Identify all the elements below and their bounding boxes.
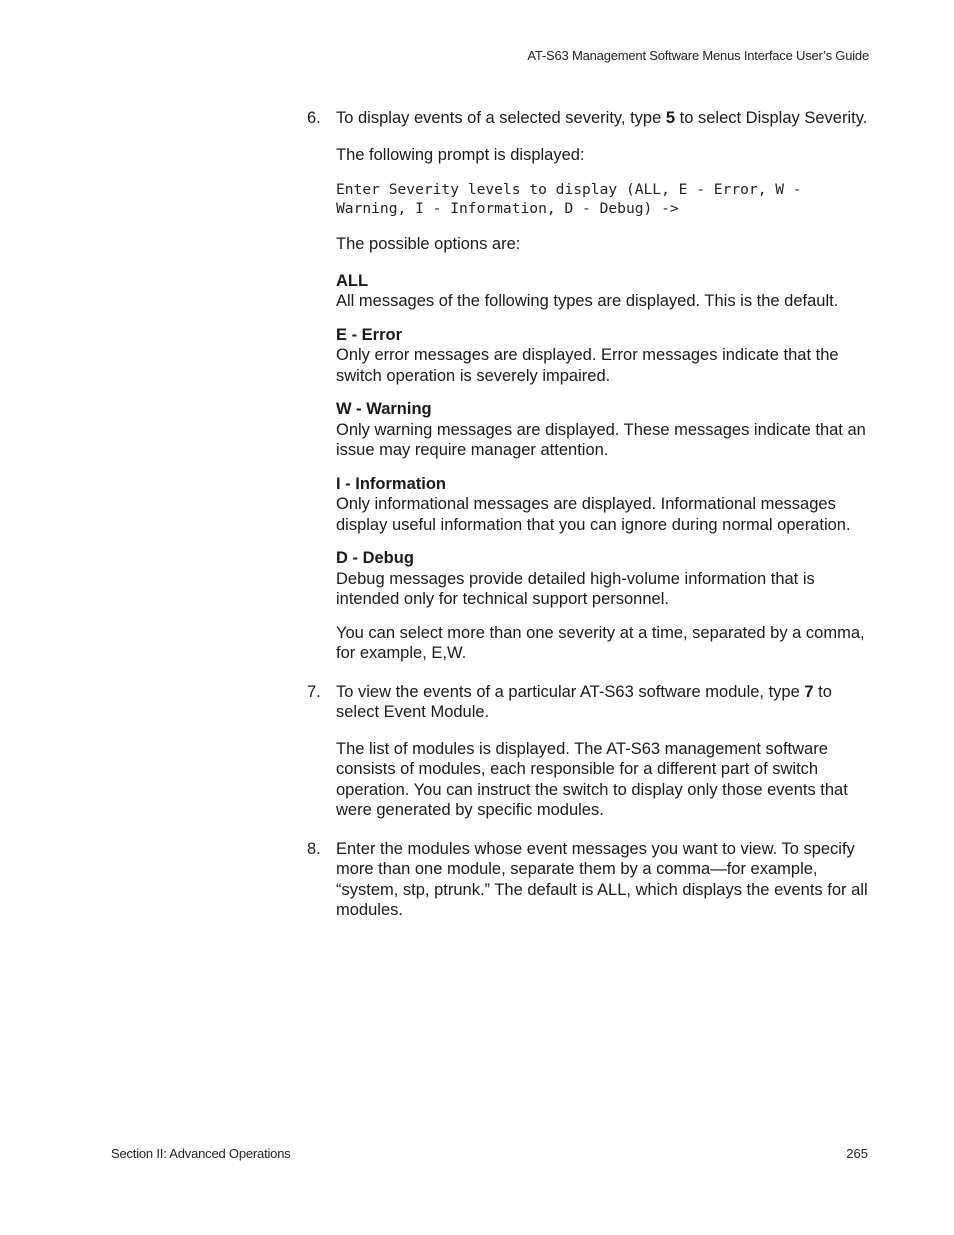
step-6 xyxy=(307,108,873,664)
option-title: W - Warning xyxy=(336,400,432,418)
running-header: AT-S63 Management Software Menus Interface User’s Guide xyxy=(527,48,869,63)
option-warning xyxy=(336,399,873,461)
option-title: D - Debug xyxy=(336,549,414,567)
modules-paragraph: The list of modules is displayed. The AT-S63 management software consists of modules, each responsible for a different part of switch operation. You can instruct the switch to display only those events that were generated by specific modules. xyxy=(336,739,848,819)
option-description: Only error messages are displayed. Error messages indicate that the switch operation is severely impaired. xyxy=(336,346,839,385)
option-description: All messages of the following types are displayed. This is the default. xyxy=(336,292,839,310)
options-label: The possible options are: xyxy=(336,235,521,253)
option-debug xyxy=(336,548,873,610)
prompt-label: The following prompt is displayed: xyxy=(336,145,585,164)
prompt-code: Enter Severity levels to display (ALL, E - Error, W - Warning, I - Information, D - Debug) -> xyxy=(336,181,802,217)
footer-section: Section II: Advanced Operations xyxy=(111,1146,291,1161)
option-title: E - Error xyxy=(336,325,403,344)
step-7 xyxy=(307,682,873,821)
option-description: Only warning messages are displayed. These messages indicate that an issue may require manager attention. xyxy=(336,420,866,459)
option-title: I - Information xyxy=(336,474,446,493)
step-intro: To display events of a selected severity, type 5 to select Display Severity. xyxy=(336,109,868,127)
step-number: 8. xyxy=(307,839,321,858)
step-intro: To view the events of a particular AT-S63 software module, type 7 to select Event Module. xyxy=(336,682,832,721)
step-number: 7. xyxy=(307,682,321,701)
option-description: Only informational messages are displayed. Informational messages display useful information that you can ignore during normal operation. xyxy=(336,495,851,534)
option-error xyxy=(336,325,873,387)
key-label: 5 xyxy=(665,109,676,127)
key-label: 7 xyxy=(804,682,814,701)
page-content xyxy=(307,108,873,921)
severity-note: You can select more than one severity at a time, separated by a comma, for example, E,W. xyxy=(336,623,865,662)
step-8 xyxy=(307,839,873,921)
option-title: ALL xyxy=(336,271,369,290)
option-description: Debug messages provide detailed high-volume information that is intended only for technical support personnel. xyxy=(336,569,815,608)
step-number: 6. xyxy=(307,109,321,127)
step-text: Enter the modules whose event messages you want to view. To specify more than one module, separate them by a comma—for example, “system, stp, ptrunk.” The default is ALL, which displays the events for all modules. xyxy=(336,839,868,919)
option-all xyxy=(336,271,873,312)
page-number: 265 xyxy=(846,1146,868,1161)
option-information xyxy=(336,474,873,536)
